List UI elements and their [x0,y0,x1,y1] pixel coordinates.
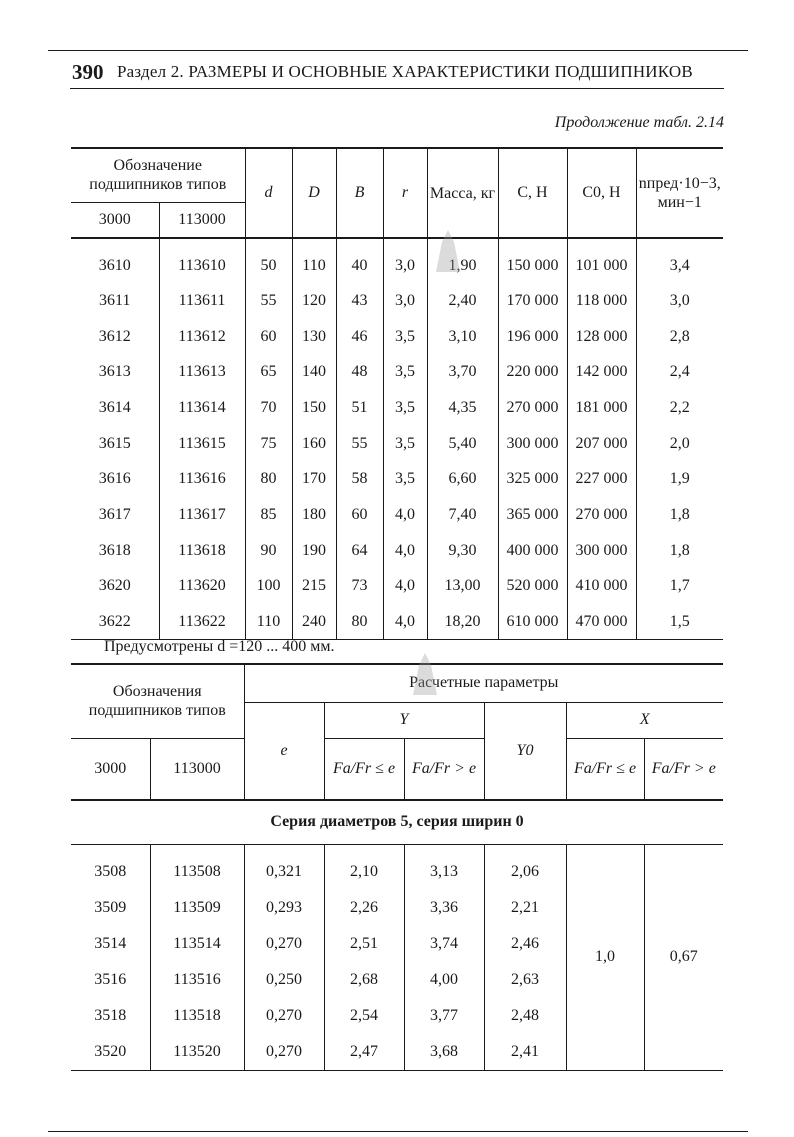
table-cell: 4,00 [404,962,484,998]
table-cell: 4,35 [427,390,498,426]
table-cell: 3614 [98,398,131,416]
table-cell: 3615 [98,434,131,452]
section-title: Раздел 2. РАЗМЕРЫ И ОСНОВНЫЕ ХАРАКТЕРИСТИКИ ПОДШИПНИКОВ [117,62,693,81]
table-cell: 610 000 [498,604,567,640]
table-cell: 1,8 [636,533,723,569]
table-row [71,390,723,426]
table-cell: 2,21 [484,890,566,926]
table-cell: 181 000 [567,390,636,426]
table-continuation-caption: Продолжение табл. 2.14 [554,114,724,131]
table-cell: 3611 [99,291,131,309]
table-cell: 2,40 [427,283,498,319]
table-cell: 410 000 [567,569,636,605]
table-cell: 400 000 [498,533,567,569]
table-cell: 73 [336,569,383,605]
table-cell: 113613 [159,354,245,390]
table-cell: 58 [336,461,383,497]
table-cell: 3,10 [427,319,498,355]
table-cell: 3,74 [404,926,484,962]
col-header-speed-limit: nпред·10−3, мин−1 [636,148,723,238]
table-cell: 80 [336,604,383,640]
table-cell: 142 000 [567,354,636,390]
table-cell: 196 000 [498,319,567,355]
table-cell: 128 000 [567,319,636,355]
col-header-Y-gt: Fa/Fr > e [404,738,484,800]
table-cell: 18,20 [427,604,498,640]
calc-params-header: Расчетные параметры [244,664,723,702]
table-cell: 3520 [94,1042,127,1060]
table-cell: 3,5 [383,426,427,462]
table-cell: 3613 [98,363,131,381]
table-cell: 3514 [94,935,127,952]
table-cell: 3620 [98,577,131,595]
table-cell: 75 [245,426,292,462]
table-cell: 0,321 [244,844,324,890]
table-cell: 2,63 [484,962,566,998]
table-cell: 90 [245,533,292,569]
table-cell: 300 000 [567,533,636,569]
table-row [71,497,723,533]
col-header-C: C, Н [498,148,567,238]
table-cell: 120 [292,283,336,319]
table-cell: 113617 [159,497,245,533]
table-cell: 0,270 [244,1034,324,1070]
table-cell: 1,5 [636,604,723,640]
table-cell: 470 000 [567,604,636,640]
x-value-le: 1,0 [566,844,644,1070]
table-cell: 3,0 [636,283,723,319]
table-cell: 55 [245,283,292,319]
table-cell: 2,4 [636,354,723,390]
table-row [71,354,723,390]
table-row [71,461,723,497]
table-cell: 100 [245,569,292,605]
table-cell: 160 [292,426,336,462]
table-cell: 2,2 [636,390,723,426]
designation-group-label: Обозначение подшипников типов [89,157,227,194]
table-cell: 300 000 [498,426,567,462]
table-cell: 2,10 [324,844,404,890]
table-cell: 65 [245,354,292,390]
table-cell: 520 000 [498,569,567,605]
table-cell: 113518 [150,998,244,1034]
table-cell: 140 [292,354,336,390]
table-cell: 3,77 [404,998,484,1034]
bearings-dimensions-table [71,147,723,640]
table-cell: 1,9 [636,461,723,497]
table-cell: 3,36 [404,890,484,926]
designation-group-header [71,148,245,202]
table-cell: 3618 [98,541,131,559]
col-header-X-le: Fa/Fr ≤ e [566,738,644,800]
table-cell: 2,46 [484,926,566,962]
table-cell: 113622 [159,604,245,640]
col-header-type-3000: 3000 [98,210,131,228]
table-cell: 113514 [150,926,244,962]
table-row [71,844,723,890]
table-cell: 3,4 [636,238,723,283]
table-cell: 70 [245,390,292,426]
publisher-watermark-icon-2 [405,645,445,705]
col-header-B: B [336,148,383,238]
table-cell: 113612 [159,319,245,355]
table-cell: 3,5 [383,390,427,426]
table-cell: 113614 [159,390,245,426]
page-bottom-rule [48,1131,748,1132]
header-bottom-rule [70,88,724,89]
col-header-Y: Y [324,702,484,738]
table-cell: 43 [336,283,383,319]
table-cell: 55 [336,426,383,462]
table-cell: 2,8 [636,319,723,355]
table-cell: 0,293 [244,890,324,926]
footnote-note: Предусмотрены d =120 ... 400 мм. [104,638,335,655]
col-header-X-gt: Fa/Fr > e [644,738,723,800]
table-cell: 3,0 [383,283,427,319]
table-cell: 190 [292,533,336,569]
table-cell: 113520 [150,1034,244,1070]
table-row [71,533,723,569]
col-header-r: r [383,148,427,238]
table-cell: 3610 [98,257,131,274]
table-cell: 113516 [150,962,244,998]
table-cell: 80 [245,461,292,497]
table-cell: 0,270 [244,926,324,962]
table-cell: 2,68 [324,962,404,998]
table-cell: 50 [245,238,292,283]
table-cell: 60 [336,497,383,533]
table-cell: 113616 [159,461,245,497]
table-cell: 3,70 [427,354,498,390]
col-header-type-113000: 113000 [159,202,245,238]
table-cell: 101 000 [567,238,636,283]
table-row [71,283,723,319]
table-cell: 2,41 [484,1034,566,1070]
table-row [71,604,723,640]
table-cell: 3,5 [383,461,427,497]
table-cell: 2,51 [324,926,404,962]
col-header-mass: Масса, кг [427,148,498,238]
table-cell: 1,8 [636,497,723,533]
col-header-e: e [244,702,324,800]
series-title: Серия диаметров 5, серия ширин 0 [270,813,524,831]
col-header-Y-le: Fa/Fr ≤ e [324,738,404,800]
table-cell: 180 [292,497,336,533]
table-row [71,319,723,355]
table-cell: 4,0 [383,569,427,605]
table-cell: 60 [245,319,292,355]
table-cell: 4,0 [383,604,427,640]
x-value-gt: 0,67 [644,844,723,1070]
table-cell: 3516 [94,971,127,988]
table-cell: 227 000 [567,461,636,497]
table-cell: 113610 [159,238,245,283]
table-cell: 40 [336,238,383,283]
col-header-D: D [292,148,336,238]
table-cell: 3622 [98,612,131,630]
table-cell: 325 000 [498,461,567,497]
table-cell: 170 000 [498,283,567,319]
table-cell: 207 000 [567,426,636,462]
table-cell: 3,5 [383,354,427,390]
calculation-parameters-table [71,663,723,1071]
table-cell: 220 000 [498,354,567,390]
table-cell: 2,54 [324,998,404,1034]
table-cell: 170 [292,461,336,497]
table-cell: 64 [336,533,383,569]
table-cell: 4,0 [383,497,427,533]
table-cell: 365 000 [498,497,567,533]
table-row [71,426,723,462]
table-cell: 51 [336,390,383,426]
table-cell: 3509 [94,899,127,916]
table-cell: 13,00 [427,569,498,605]
table-cell: 1,90 [427,238,498,283]
table-cell: 85 [245,497,292,533]
table-cell: 3,0 [383,238,427,283]
col-header-X: X [566,702,723,738]
table-cell: 2,47 [324,1034,404,1070]
table-cell: 0,270 [244,998,324,1034]
table-cell: 113509 [150,890,244,926]
table-cell: 4,0 [383,533,427,569]
table-cell: 118 000 [567,283,636,319]
publisher-watermark-icon [428,222,468,282]
table-cell: 3508 [94,863,127,881]
table-cell: 3518 [94,1007,127,1024]
col-header-type-3000-2: 3000 [94,759,127,777]
table-cell: 9,30 [427,533,498,569]
designation-group-header-2: Обозначения подшипников типов [71,664,244,738]
table-cell: 270 000 [498,390,567,426]
table-row [71,569,723,605]
table-cell: 48 [336,354,383,390]
header-top-rule [48,50,748,51]
col-header-type-113000-2: 113000 [150,738,244,800]
table-cell: 113508 [150,844,244,890]
table-cell: 0,250 [244,962,324,998]
table-cell: 2,48 [484,998,566,1034]
table-cell: 3,5 [383,319,427,355]
table-cell: 3,13 [404,844,484,890]
table-cell: 6,60 [427,461,498,497]
table-cell: 3612 [98,327,131,345]
table-cell: 150 000 [498,238,567,283]
table-cell: 46 [336,319,383,355]
table-cell: 150 [292,390,336,426]
col-header-C0: C0, Н [567,148,636,238]
table-cell: 113611 [159,283,245,319]
col-header-d: d [245,148,292,238]
table-cell: 2,26 [324,890,404,926]
table-cell: 270 000 [567,497,636,533]
table-cell: 110 [292,238,336,283]
table-cell: 240 [292,604,336,640]
table-cell: 2,06 [484,844,566,890]
table-cell: 3616 [98,470,131,488]
table-cell: 113615 [159,426,245,462]
table-cell: 1,7 [636,569,723,605]
table-cell: 7,40 [427,497,498,533]
table-cell: 5,40 [427,426,498,462]
table-cell: 2,0 [636,426,723,462]
table-cell: 215 [292,569,336,605]
table-cell: 113618 [159,533,245,569]
table-cell: 110 [245,604,292,640]
table-cell: 113620 [159,569,245,605]
table-cell: 3,68 [404,1034,484,1070]
table-cell: 130 [292,319,336,355]
table-cell: 3617 [98,505,131,523]
table-row [71,238,723,283]
col-header-Y0: Y0 [484,702,566,800]
page-number: 390 [72,60,104,84]
